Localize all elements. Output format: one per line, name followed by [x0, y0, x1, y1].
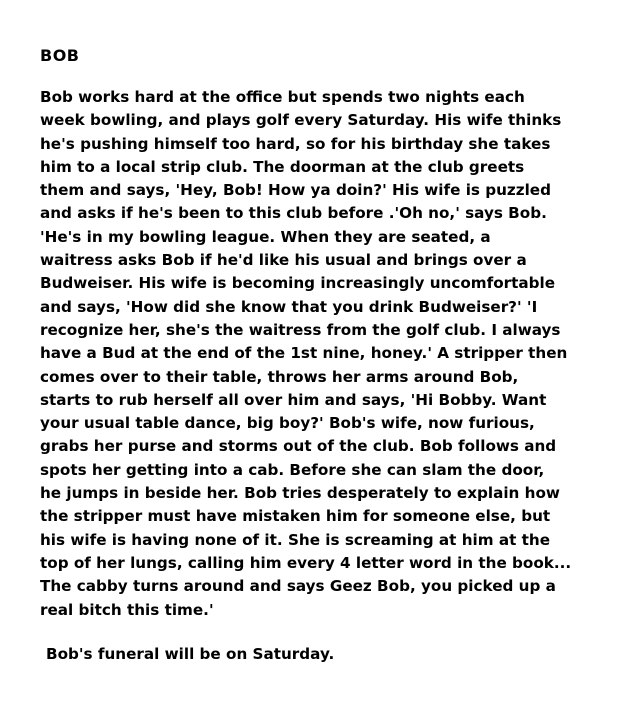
- story-line: he jumps in beside her. Bob tries desperately to explain how: [40, 484, 560, 503]
- story-line: and asks if he's been to this club before .'Oh no,' says Bob.: [40, 204, 547, 223]
- story-line: week bowling, and plays golf every Saturday. His wife thinks: [40, 111, 562, 130]
- story-line: the stripper must have mistaken him for someone else, but: [40, 507, 551, 526]
- story-line: 'He's in my bowling league. When they are seated, a: [40, 227, 491, 246]
- story-line: Bob works hard at the office but spends two nights each: [40, 88, 525, 106]
- story-line: recognize her, she's the waitress from the golf club. I always: [40, 320, 561, 339]
- ending-line: Bob's funeral will be on Saturday.: [46, 645, 335, 663]
- story-line: starts to rub herself all over him and says, 'Hi Bobby. Want: [40, 390, 547, 409]
- story-paragraph: [40, 86, 630, 622]
- story-line: your usual table dance, big boy?' Bob's wife, now furious,: [40, 414, 535, 433]
- story-line: waitress asks Bob if he'd like his usual and brings over a: [40, 251, 527, 270]
- story-line: spots her getting into a cab. Before she can slam the door,: [40, 460, 545, 479]
- story-line: them and says, 'Hey, Bob! How ya doin?' His wife is puzzled: [40, 181, 551, 200]
- story-line: comes over to their table, throws her arms around Bob,: [40, 367, 519, 386]
- story-line: he's pushing himself too hard, so for his birthday she takes: [40, 134, 551, 153]
- story-line: and says, 'How did she know that you drink Budweiser?' 'I: [40, 297, 538, 316]
- document-title: BOB: [40, 46, 80, 65]
- story-line: Budweiser. His wife is becoming increasingly uncomfortable: [40, 274, 556, 293]
- story-line: him to a local strip club. The doorman at the club greets: [40, 157, 525, 176]
- story-line: grabs her purse and storms out of the club. Bob follows and: [40, 437, 557, 456]
- story-line: his wife is having none of it. She is screaming at him at the: [40, 530, 550, 549]
- story-line: top of her lungs, calling him every 4 letter word in the book...: [40, 553, 572, 572]
- story-line: have a Bud at the end of the 1st nine, honey.' A stripper then: [40, 344, 568, 363]
- story-line: The cabby turns around and says Geez Bob, you picked up a: [40, 577, 556, 596]
- story-line: real bitch this time.': [40, 600, 214, 619]
